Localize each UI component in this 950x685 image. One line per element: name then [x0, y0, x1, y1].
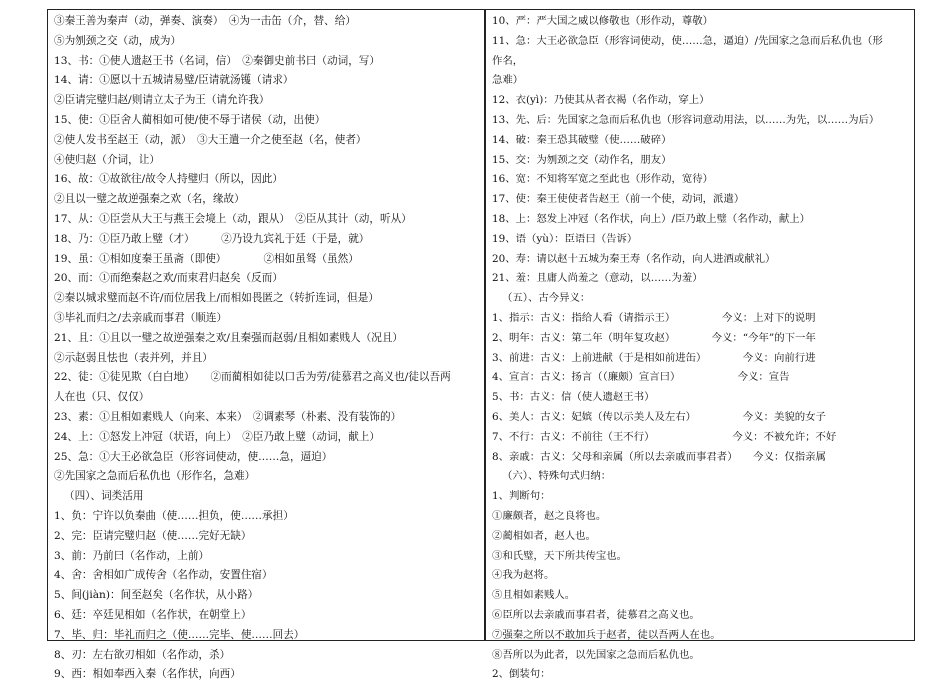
left-column-line: 18、乃：①臣乃敢上璧（才） ②乃设九宾礼于廷（于是，就）: [54, 232, 370, 245]
left-column-line: 25、急：①大王必欲急臣（形容词使动，使……急，逼迫）: [54, 450, 333, 463]
right-column-line: ④我为赵将。: [492, 569, 555, 582]
right-column-line: 13、先、后：先国家之急而后私仇也（形容词意动用法，以……为先，以……为后）: [492, 113, 880, 126]
right-column-line: （五）、古今异义：: [502, 292, 591, 305]
left-column-lines: [54, 12, 482, 685]
right-column-line: （六）、特殊句式归纳：: [502, 470, 612, 483]
right-column-line: 10、严：严大国之威以修敬也（形作动，尊敬）: [492, 15, 714, 27]
left-column-line: ③毕礼而归之/去亲戚而事君（顺连）: [54, 311, 228, 324]
right-column-line: 2、明年：古义：第二年（明年复攻赵） 今义：“今年”的下一年: [492, 331, 816, 344]
right-column-lines: [492, 12, 912, 685]
right-column-line: ⑥臣所以去亲戚而事君者，徒慕君之高义也。: [492, 608, 700, 621]
left-column-line: ②秦以城求璧而赵不许/而位居我上/而相如畏匿之（转折连词，但是）: [54, 292, 379, 305]
right-column-line: ③和氏璧，天下所共传宝也。: [492, 549, 628, 562]
left-column-line: 9、西：相如奉西入秦（名作状，向西）: [54, 668, 241, 681]
right-column-line: 急难）: [492, 74, 524, 87]
left-column-line: 5、间(jiàn)：间至赵矣（名作状，从小路）: [54, 589, 259, 602]
right-column-line: 4、宣言：古义：扬言（（廉颇）宣言曰） 今义：宣告: [492, 371, 790, 384]
left-column-line: ⑤为刎颈之交（动，成为）: [54, 34, 182, 47]
left-column-line: （四）、词类活用: [64, 490, 144, 503]
right-column-line: 20、寿：请以赵十五城为秦王寿（名作动，向人进酒或献礼）: [492, 252, 776, 265]
right-column-line: 6、美人：古义：妃嫔（传以示美人及左右） 今义：美貌的女子: [492, 410, 826, 423]
left-column-line: 1、负：宁许以负秦曲（使……担负，使……承担）: [54, 509, 294, 522]
left-column-line: 16、故：①故欲往/故令人持璧归（所以，因此）: [54, 173, 283, 186]
right-column-line: 16、宽：不知将军宽之至此也（形作动，宽待）: [492, 173, 714, 186]
right-column-line: 19、语（yù）：臣语曰（告诉）: [492, 232, 638, 245]
left-column-line: 21、且：①且以一璧之故逆强秦之欢/且秦强而赵弱/且相如素贱人（况且）: [54, 331, 404, 344]
right-column-line: 14、破：秦王恐其破璧（使……破碎）: [492, 133, 672, 146]
left-column-line: 人在也（只、仅仅）: [54, 391, 150, 404]
right-column-line: 2、倒装句：: [492, 668, 551, 681]
left-column-line: ②先国家之急而后私仇也（形作名，急难）: [54, 470, 256, 483]
right-column-line: ⑤且相如素贱人。: [492, 589, 576, 602]
left-column-line: ④使归赵（介词，让）: [54, 153, 160, 166]
right-column-line: ⑧吾所以为此者，以先国家之急而后私仇也。: [492, 648, 700, 661]
right-column-line: 8、亲戚：古义：父母和亲属（所以去亲戚而事君者） 今义：仅指亲属: [492, 450, 826, 463]
right-column-line: 1、判断句：: [492, 490, 551, 503]
right-column-line: 21、羞：且庸人尚羞之（意动，以……为羞）: [492, 272, 703, 285]
left-column-line: 3、前：乃前曰（名作动，上前）: [54, 549, 210, 562]
right-column-line: 17、使：秦王使使者告赵王（前一个使，动词，派遣）: [492, 193, 745, 206]
right-column-line: 12、衣(yì)：乃使其从者衣褐（名作动，穿上）: [492, 94, 710, 107]
right-column-line: 1、指示：古义：指给人看（请指示王） 今义：上对下的说明: [492, 311, 816, 324]
right-column-line: 作名，: [492, 54, 524, 67]
left-column-line: 4、舍：舍相如广成传舍（名作动，安置住宿）: [54, 569, 273, 582]
left-column-line: 6、廷：卒廷见相如（名作状，在朝堂上）: [54, 608, 252, 621]
left-column-line: 20、而：①而绝秦赵之欢/而束君归赵矣（反而）: [54, 272, 283, 285]
left-column-line: 7、毕、归：毕礼而归之（使……完毕、使……回去）: [54, 628, 305, 641]
left-column-line: 22、徒：①徒见欺（白白地） ②而蔺相如徒以口舌为劳/徒慕君之高义也/徒以吾两: [54, 371, 451, 384]
right-column: [485, 9, 915, 681]
right-column-line: ①廉颇者，赵之良将也。: [492, 509, 607, 522]
left-column-line: 17、从：①臣尝从大王与燕王会境上（动，跟从） ②臣从其计（动，听从）: [54, 212, 412, 225]
left-column-line: 15、使：①臣舍人蔺相如可使/使不辱于诸侯（动，出使）: [54, 113, 326, 126]
left-column-line: 13、书：①使人遗赵王书（名词，信） ②秦御史前书曰（动词，写）: [54, 54, 380, 67]
right-column-line: 3、前进：古义：上前进献（于是相如前进缶） 今义：向前行进: [492, 351, 816, 364]
left-column: [47, 9, 485, 681]
left-column-line: 24、上：①怒发上冲冠（状语，向上） ②臣乃敢上璧（动词，献上）: [54, 430, 380, 443]
left-column-line: ③秦王善为秦声（动，弹奏、演奏） ④为一击缶（介，替、给）: [54, 15, 356, 27]
right-column-line: ②蔺相如者，赵人也。: [492, 529, 596, 542]
left-column-line: ②使人发书至赵王（动，派） ③大王遣一介之使至赵（名，使者）: [54, 133, 367, 146]
left-column-line: 23、素：①且相如素贱人（向来、本来） ②调素琴（朴素、没有装饰的）: [54, 410, 402, 423]
right-column-line: 7、不行：古义：不前往（王不行） 今义：不被允许；不好: [492, 430, 837, 443]
left-column-line: 2、完：臣请完璧归赵（使……完好无缺）: [54, 529, 252, 542]
right-column-line: 11、急：大王必欲急臣（形容词使动，使……急，逼迫）/先国家之急而后私仇也（形: [492, 34, 883, 47]
right-column-line: 5、书：古义：信（使人遗赵王书）: [492, 391, 655, 404]
right-column-line: ⑦强秦之所以不敢加兵于赵者，徒以吾两人在也。: [492, 628, 721, 641]
left-column-line: ②且以一璧之故逆强秦之欢（名，缘故）: [54, 193, 245, 206]
left-column-line: 8、刃：左右欲刃相如（名作动，杀）: [54, 648, 231, 661]
left-column-line: 14、请：①愿以十五城请易璧/臣请就汤镬（请求）: [54, 74, 294, 87]
left-column-line: ②示赵弱且怯也（表并列，并且）: [54, 351, 213, 364]
right-column-line: 15、交：为刎颈之交（动作名，朋友）: [492, 153, 672, 166]
left-column-line: ②臣请完璧归赵/则请立太子为王（请允许我）: [54, 94, 270, 107]
right-column-line: 18、上：怒发上冲冠（名作状，向上）/臣乃敢上璧（名作动，献上）: [492, 212, 811, 225]
left-column-line: 19、虽：①相如度秦王虽斋（即使） ②相如虽驽（虽然）: [54, 252, 359, 265]
